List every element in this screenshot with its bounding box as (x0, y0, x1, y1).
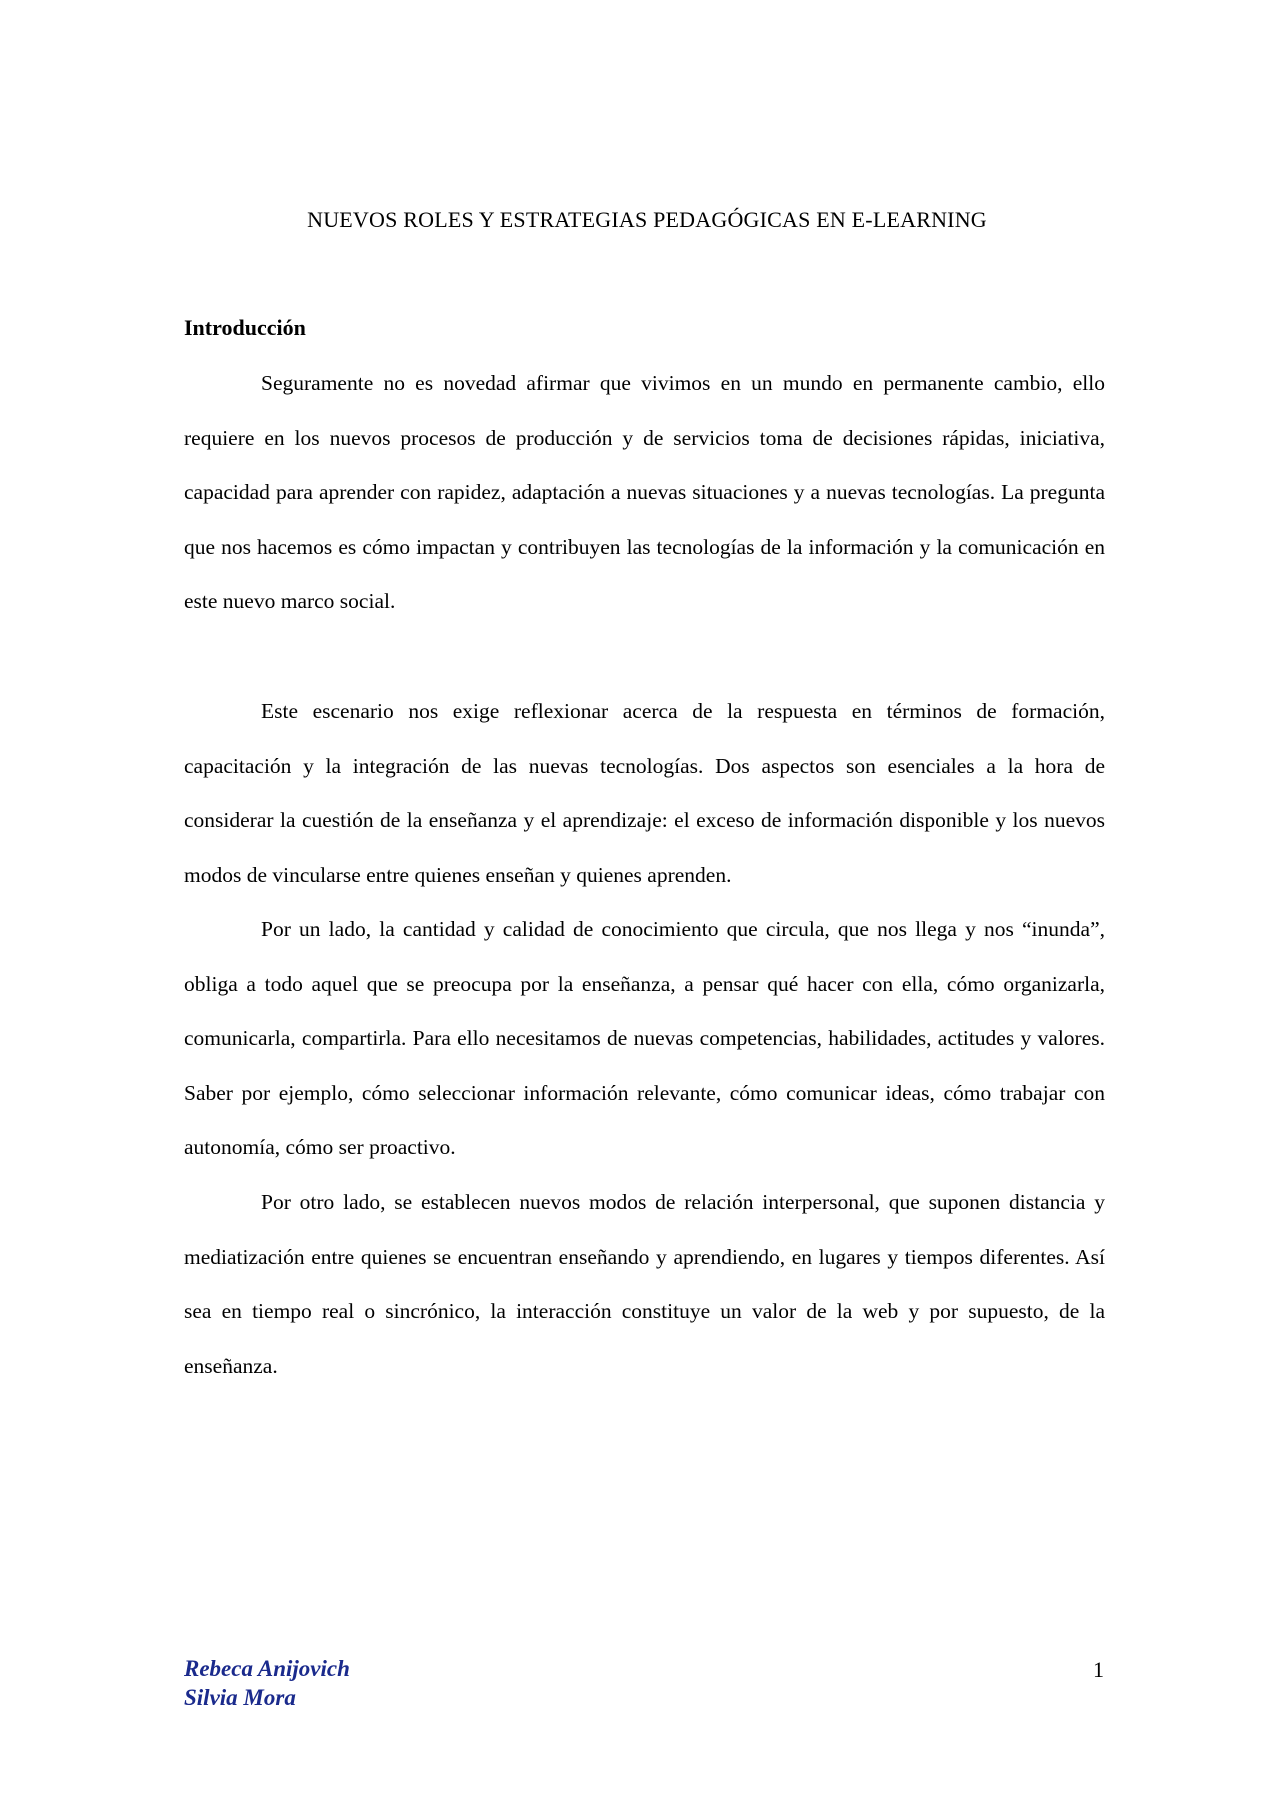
page-number: 1 (1093, 1657, 1104, 1682)
paragraph-4: Por otro lado, se establecen nuevos modos de relación interpersonal, que suponen distancia y mediatización entre quienes se encuentran enseñando y aprendiendo, en lugares y tiempos diferentes. Así sea en tiempo real o sincrónico, la interacción constituye un valor de la web y por supuesto, de la enseñanza. (184, 1190, 1105, 1378)
paragraph-2: Este escenario nos exige reflexionar acerca de la respuesta en términos de formación, capacitación y la integración de las nuevas tecnologías. Dos aspectos son esenciales a la hora de considerar la cuestión de la enseñanza y el aprendizaje: el exceso de información disponible y los nuevos modos de vincularse entre quienes enseñan y quienes aprenden. (184, 699, 1105, 887)
paragraph-1: Seguramente no es novedad afirmar que vivimos en un mundo en permanente cambio, ello requiere en los nuevos procesos de producción y de servicios toma de decisiones rápidas, iniciativa, capacidad para aprender con rapidez, adaptación a nuevas situaciones y a nuevas tecnologías. La pregunta que nos hacemos es cómo impactan y contribuyen las tecnologías de la información y la comunicación en este nuevo marco social. (184, 371, 1105, 613)
paragraph-3: Por un lado, la cantidad y calidad de conocimiento que circula, que nos llega y nos “inunda”, obliga a todo aquel que se preocupa por la enseñanza, a pensar qué hacer con ella, cómo organizarla, comunicarla, compartirla. Para ello necesitamos de nuevas competencias, habilidades, actitudes y valores. Saber por ejemplo, cómo seleccionar información relevante, cómo comunicar ideas, cómo trabajar con autonomía, cómo ser proactivo. (184, 917, 1105, 1159)
author-name: Silvia Mora (184, 1685, 296, 1710)
author-name: Rebeca Anijovich (184, 1656, 350, 1681)
section-heading-introduccion: Introducción (184, 315, 306, 340)
document-title: NUEVOS ROLES Y ESTRATEGIAS PEDAGÓGICAS EN E-LEARNING (307, 207, 987, 232)
footer-authors (184, 1654, 350, 1712)
